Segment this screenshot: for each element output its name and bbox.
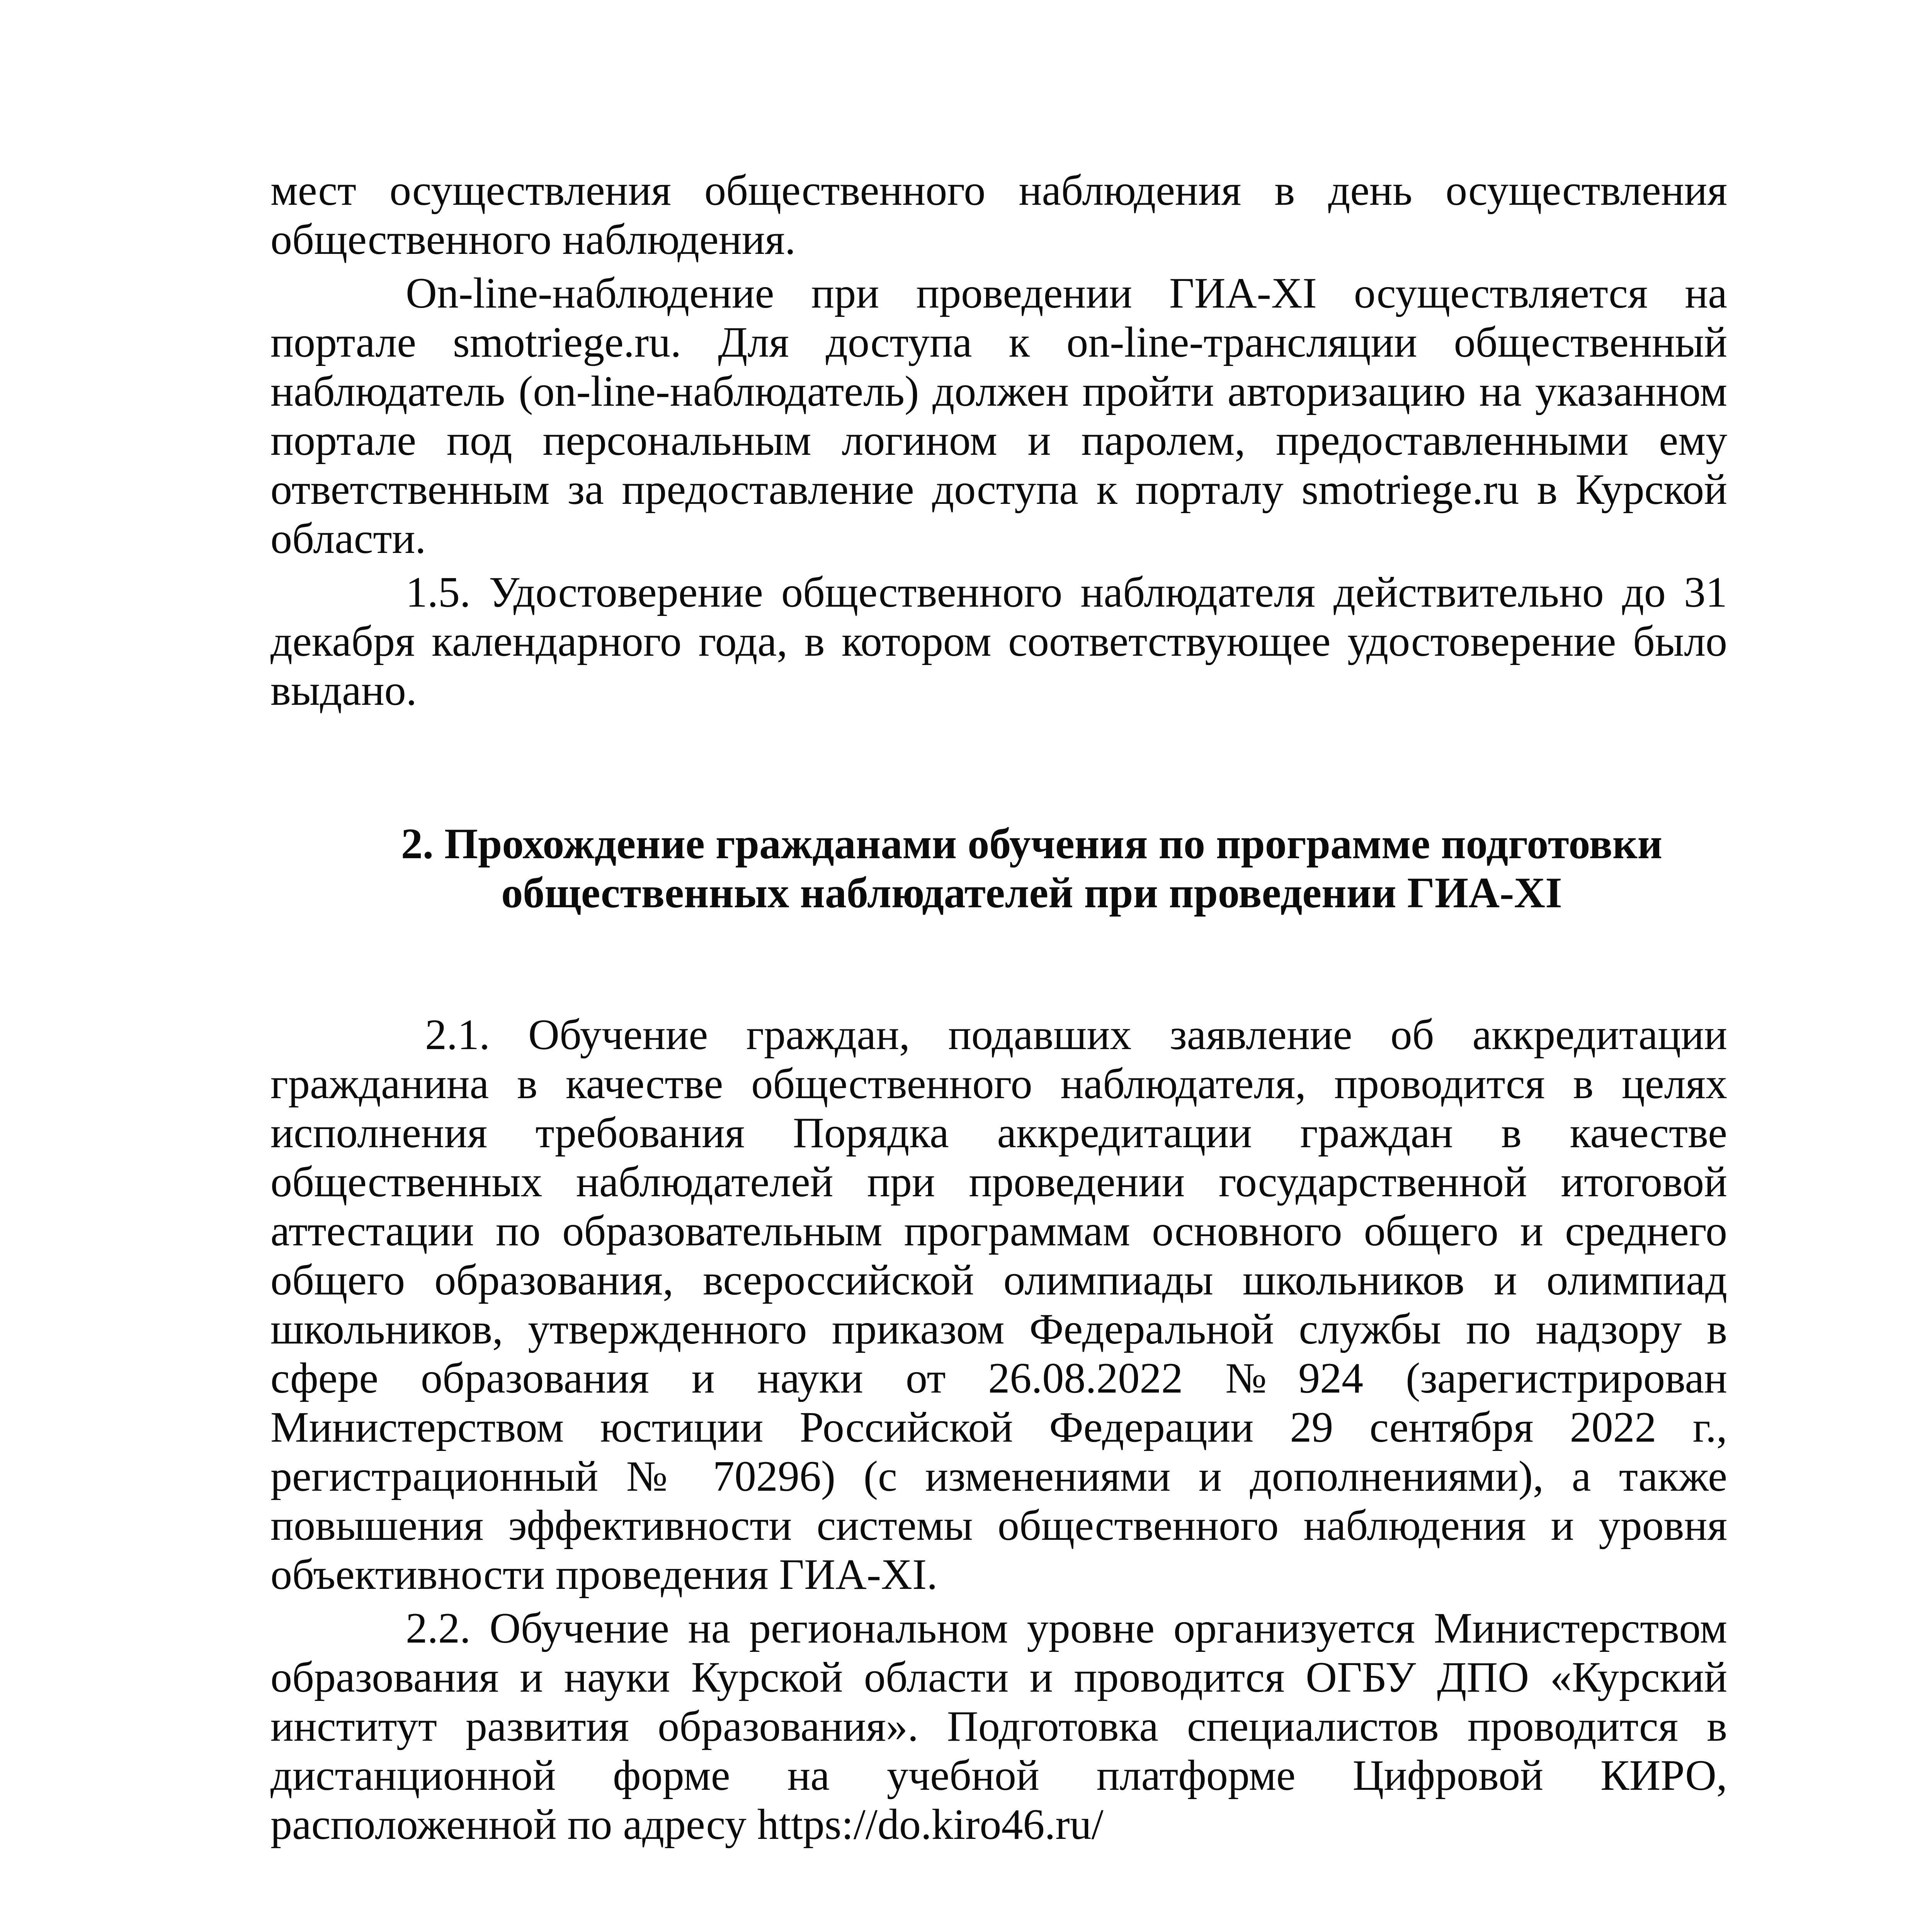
section-2-title-line-1: 2. Прохождение гражданами обучения по программе подготовки [401,820,1663,868]
page-content [270,166,1727,1932]
paragraph-online-observation: On-line-наблюдение при проведении ГИА-XI осуществляется на портале smotriege.ru. Для доступа к on-line-трансляции общественный наблюдатель (on-line-наблюдатель) должен пройти авторизацию на указанном портале под персональным логином и паролем, предоставленными ему ответственным за предоставление доступа к порталу smotriege.ru в Курской области. [270,269,1727,563]
section-2-title-line-2: общественных наблюдателей при проведении ГИА-XI [501,869,1562,917]
paragraph-2-1: 2.1. Обучение граждан, подавших заявление об аккредитации гражданина в качестве общественного наблюдателя, проводится в целях исполнения требования Порядка аккредитации граждан в качестве общественных наблюдателей при проведении государственной итоговой аттестации по образовательным программам основного общего и среднего общего образования, всероссийской олимпиады школьников и олимпиад школьников, утвержденного приказом Федеральной службы по надзору в сфере образования и науки от 26.08.2022 №924 (зарегистрирован Министерством юстиции Российской Федерации 29 сентября 2022 г., регистрационный № 70296) (с изменениями и дополнениями), а также повышения эффективности системы общественного наблюдения и уровня объективности проведения ГИА-XI. [270,1011,1727,1599]
section-2 [270,820,1727,918]
paragraph-intro-1: мест осуществления общественного наблюдения в день осуществления общественного наблюдения. [270,167,1727,264]
paragraph-1-5: 1.5. Удостоверение общественного наблюдателя действительно до 31 декабря календарного года, в котором соответствующее удостоверение было выдано. [270,568,1727,714]
paragraph-2-2: 2.2. Обучение на региональном уровне организуется Министерством образования и науки Курской области и проводится ОГБУ ДПО «Курский институт развития образования». Подготовка специалистов проводится в дистанционной форме на учебной платформе Цифровой КИРО, расположенной по адресу https://do.kiro46.ru/ [270,1604,1727,1849]
